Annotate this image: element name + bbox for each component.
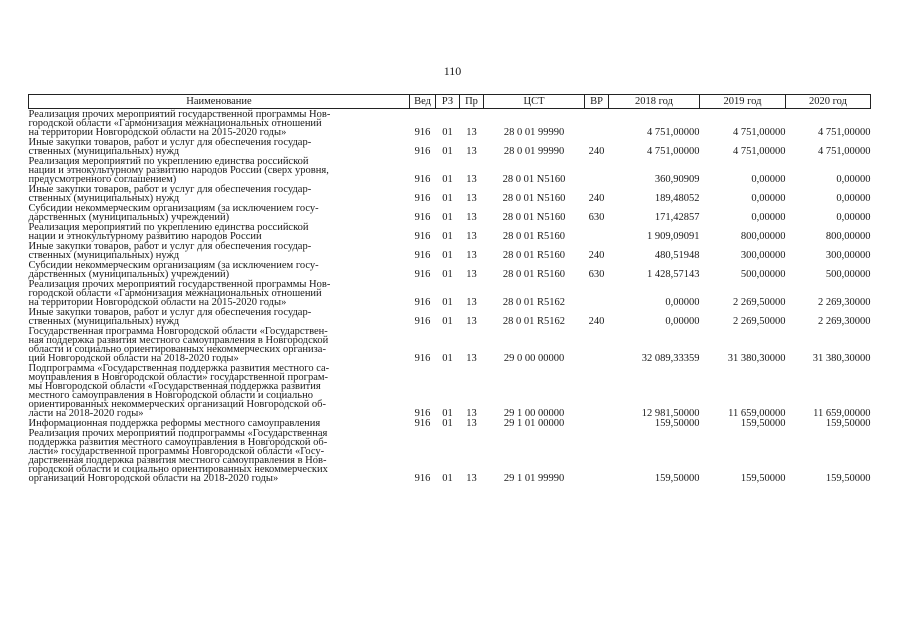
row-cst: 29 1 00 00000 (503, 408, 565, 419)
row-rz: 01 (442, 418, 453, 429)
table-row (29, 326, 871, 363)
row-cst: 28 0 01 R5160 (502, 250, 566, 261)
row-2019: 300,00000 (740, 250, 786, 261)
row-vr: 240 (588, 316, 605, 327)
row-pr: 13 (466, 193, 477, 204)
row-name: Реализация прочих мероприятий государственной программы Нов- городской области «Гармонизация межнациональных отношений на территории Новгородской области на 2015-2020 годы» (28, 279, 331, 308)
row-ved: 916 (414, 250, 431, 261)
row-2018: 480,51948 (654, 250, 700, 261)
row-2019: 159,50000 (740, 418, 786, 429)
row-vr (585, 326, 609, 363)
table-row (29, 109, 871, 138)
row-pr: 13 (466, 418, 477, 429)
row-2018: 189,48052 (654, 193, 700, 204)
row-cst: 28 0 01 R5160 (502, 269, 566, 280)
header-ved: Вед (410, 95, 436, 109)
row-2020: 2 269,30000 (818, 297, 871, 308)
row-vr (585, 156, 609, 184)
table-row (29, 156, 871, 184)
row-ved: 916 (414, 146, 431, 157)
row-rz: 01 (442, 473, 453, 484)
row-rz: 01 (442, 127, 453, 138)
row-vr: 240 (588, 193, 605, 204)
header-rz: РЗ (436, 95, 460, 109)
row-name: Реализация мероприятий по укреплению единства российской нации и этнокультурному развитию народов России (28, 222, 309, 242)
row-pr: 13 (466, 408, 477, 419)
row-2020: 31 380,30000 (812, 353, 871, 364)
row-name: Субсидии некоммерческим организациям (за исключением госу- дарственных (муниципальных) учреждений) (28, 260, 319, 280)
row-name: Реализация прочих мероприятий подпрограммы «Государственная поддержка развития местного самоуправления в Новгородской об- ласти» государственной программы Новгородской области «Госу- дарственная поддержка развития местного самоуправления в Нов- городской области и социально ориентированных некоммерческих организаций Новгородской области на 2018-2020 годы» (28, 428, 328, 484)
row-vr: 240 (588, 146, 605, 157)
row-vr (585, 363, 609, 418)
row-2020: 300,00000 (825, 250, 871, 261)
row-pr: 13 (466, 146, 477, 157)
row-2020: 11 659,00000 (813, 408, 871, 419)
row-rz: 01 (442, 146, 453, 157)
row-rz: 01 (442, 408, 453, 419)
row-ved: 916 (414, 297, 431, 308)
row-cst: 28 0 01 R5162 (502, 297, 566, 308)
row-vr: 630 (588, 269, 605, 280)
row-2020: 800,00000 (825, 231, 871, 242)
row-ved: 916 (414, 353, 431, 364)
row-ved: 916 (414, 316, 431, 327)
row-name: Иные закупки товаров, работ и услуг для обеспечения государ- ственных (муниципальных) нужд (28, 241, 312, 261)
row-ved: 916 (414, 269, 431, 280)
table-row (29, 260, 871, 279)
row-2018: 171,42857 (654, 212, 700, 223)
row-2018: 0,00000 (665, 316, 700, 327)
table-row (29, 184, 871, 203)
row-rz: 01 (442, 269, 453, 280)
row-cst: 29 1 01 00000 (503, 418, 565, 429)
row-2018: 159,50000 (654, 473, 700, 484)
budget-table (28, 94, 871, 483)
row-cst: 29 1 01 99990 (503, 473, 565, 484)
row-2020: 159,50000 (825, 418, 871, 429)
header-2020: 2020 год (786, 95, 871, 109)
row-pr: 13 (466, 473, 477, 484)
header-cst: ЦСТ (484, 95, 585, 109)
header-vr: ВР (585, 95, 609, 109)
row-2020: 0,00000 (836, 212, 871, 223)
row-vr: 240 (588, 250, 605, 261)
row-2020: 500,00000 (825, 269, 871, 280)
row-ved: 916 (414, 231, 431, 242)
row-cst: 28 0 01 N5160 (502, 193, 566, 204)
header-name: Наименование (29, 95, 410, 109)
row-vr (585, 418, 609, 428)
table-header (29, 95, 871, 109)
row-pr: 13 (466, 353, 477, 364)
row-2020: 159,50000 (825, 473, 871, 484)
row-2020: 4 751,00000 (818, 127, 871, 138)
row-ved: 916 (414, 408, 431, 419)
row-2019: 0,00000 (751, 193, 786, 204)
row-2018: 159,50000 (654, 418, 700, 429)
row-2020: 2 269,30000 (818, 316, 871, 327)
row-2019: 800,00000 (740, 231, 786, 242)
row-rz: 01 (442, 316, 453, 327)
row-cst: 28 0 01 99990 (503, 146, 565, 157)
row-2019: 4 751,00000 (733, 127, 786, 138)
row-2018: 1 909,09091 (647, 231, 700, 242)
row-ved: 916 (414, 174, 431, 185)
row-2019: 500,00000 (740, 269, 786, 280)
row-name: Реализация мероприятий по укреплению единства российской нации и этнокультурному развитию народов России (сверх уровня, предусмотренного соглашением) (28, 156, 329, 185)
table-row (29, 137, 871, 156)
row-ved: 916 (414, 473, 431, 484)
table-row (29, 307, 871, 326)
table-row (29, 428, 871, 483)
row-ved: 916 (414, 418, 431, 429)
row-rz: 01 (442, 231, 453, 242)
row-cst: 28 0 01 N5160 (502, 174, 566, 185)
row-name: Информационная поддержка реформы местного самоуправления (28, 418, 321, 429)
row-2018: 4 751,00000 (647, 127, 700, 138)
row-vr (585, 109, 609, 138)
row-rz: 01 (442, 297, 453, 308)
row-2020: 0,00000 (836, 174, 871, 185)
row-2020: 0,00000 (836, 193, 871, 204)
table-row (29, 418, 871, 428)
row-pr: 13 (466, 269, 477, 280)
row-cst: 28 0 01 R5162 (502, 316, 566, 327)
row-2018: 4 751,00000 (647, 146, 700, 157)
row-2020: 4 751,00000 (818, 146, 871, 157)
row-2019: 4 751,00000 (733, 146, 786, 157)
row-2018: 32 089,33359 (641, 353, 700, 364)
row-pr: 13 (466, 127, 477, 138)
row-name: Субсидии некоммерческим организациям (за исключением госу- дарственных (муниципальных) учреждений) (28, 203, 319, 223)
row-2019: 2 269,50000 (733, 297, 786, 308)
row-pr: 13 (466, 250, 477, 261)
row-rz: 01 (442, 193, 453, 204)
row-2019: 0,00000 (751, 174, 786, 185)
row-rz: 01 (442, 212, 453, 223)
row-name: Реализация прочих мероприятий государственной программы Нов- городской области «Гармонизация межнациональных отношений на территории Новгородской области на 2015-2020 годы» (28, 109, 331, 138)
row-2018: 360,90909 (654, 174, 700, 185)
row-name: Иные закупки товаров, работ и услуг для обеспечения государ- ственных (муниципальных) нужд (28, 184, 312, 204)
row-2019: 2 269,50000 (733, 316, 786, 327)
row-cst: 28 0 01 R5160 (502, 231, 566, 242)
table-row (29, 279, 871, 307)
row-cst: 28 0 01 N5160 (502, 212, 566, 223)
row-ved: 916 (414, 193, 431, 204)
row-name: Иные закупки товаров, работ и услуг для обеспечения государ- ственных (муниципальных) нужд (28, 307, 312, 327)
row-2019: 159,50000 (740, 473, 786, 484)
row-name: Иные закупки товаров, работ и услуг для обеспечения государ- ственных (муниципальных) нужд (28, 137, 312, 157)
table-row (29, 241, 871, 260)
row-pr: 13 (466, 297, 477, 308)
row-rz: 01 (442, 174, 453, 185)
row-vr: 630 (588, 212, 605, 223)
row-2018: 12 981,50000 (641, 408, 700, 419)
row-2019: 0,00000 (751, 212, 786, 223)
row-name: Государственная программа Новгородской области «Государствен- ная поддержка развития местного самоуправления в Новгородской области и социально ориентированных некоммерческих организа- ций Новгородской области на 2018-2020 годы» (28, 326, 329, 364)
table-row (29, 363, 871, 418)
row-pr: 13 (466, 316, 477, 327)
table-row (29, 222, 871, 241)
table-row (29, 203, 871, 222)
row-pr: 13 (466, 174, 477, 185)
row-rz: 01 (442, 250, 453, 261)
header-2018: 2018 год (609, 95, 700, 109)
row-name: Подпрограмма «Государственная поддержка развития местного са- моуправления в Новгородской области» государственной програм- мы Новгородской области «Государственная поддержка развития местного самоуправления в Новгородской области и социально ориентированных некоммерческих организаций Новгородской об- ласти на 2018-2020 годы» (28, 363, 330, 419)
row-ved: 916 (414, 212, 431, 223)
row-rz: 01 (442, 353, 453, 364)
row-ved: 916 (414, 127, 431, 138)
page-number: 110 (443, 64, 462, 78)
row-2018: 1 428,57143 (647, 269, 700, 280)
row-2019: 11 659,00000 (728, 408, 786, 419)
row-pr: 13 (466, 231, 477, 242)
row-vr (585, 428, 609, 483)
row-cst: 29 0 00 00000 (503, 353, 565, 364)
row-vr (585, 279, 609, 307)
row-cst: 28 0 01 99990 (503, 127, 565, 138)
row-pr: 13 (466, 212, 477, 223)
header-pr: Пр (460, 95, 484, 109)
row-2019: 31 380,30000 (727, 353, 786, 364)
row-2018: 0,00000 (665, 297, 700, 308)
header-2019: 2019 год (700, 95, 786, 109)
row-vr (585, 222, 609, 241)
